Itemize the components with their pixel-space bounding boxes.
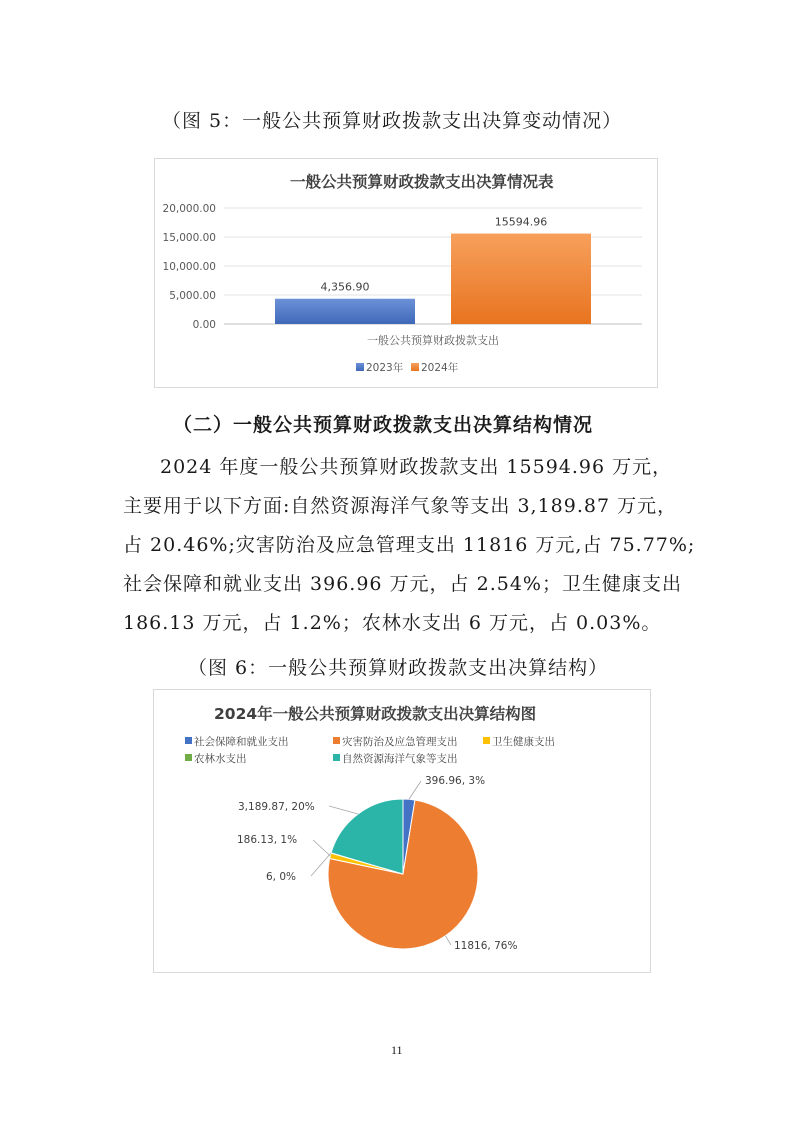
slice-label-natural: 3,189.87, 20% xyxy=(238,801,315,813)
leader-natural xyxy=(329,806,358,814)
pie-chart-title: 2024年一般公共预算财政拨款支出决算结构图 xyxy=(214,705,537,723)
paragraph-line-5: 186.13 万元，占 1.2%；农林水支出 6 万元，占 0.03%。 xyxy=(123,612,662,634)
slice-label-disaster: 11816, 76% xyxy=(454,940,518,952)
bar-2023 xyxy=(275,299,415,324)
leader-social xyxy=(409,781,421,799)
section-heading: （二）一般公共预算财政拨款支出决算结构情况 xyxy=(173,414,594,436)
legend-label-2023: 2023年 xyxy=(366,362,404,374)
legend-label-natural: 自然资源海洋气象等支出 xyxy=(342,753,458,765)
legend-swatch-natural xyxy=(333,754,340,761)
legend-swatch-2024 xyxy=(411,363,419,371)
legend-label-disaster: 灾害防治及应急管理支出 xyxy=(342,736,458,748)
legend-label-2024: 2024年 xyxy=(421,362,459,374)
bar-y-tick-label: 0.00 xyxy=(192,319,216,331)
leader-health xyxy=(313,840,330,856)
bar-y-tick-label: 10,000.00 xyxy=(162,261,216,273)
paragraph-line-3: 占 20.46%;灾害防治及应急管理支出 11816 万元,占 75.77%; xyxy=(123,534,696,556)
page-number: 11 xyxy=(391,1043,403,1057)
paragraph-line-4: 社会保障和就业支出 396.96 万元，占 2.54%；卫生健康支出 xyxy=(123,573,682,595)
bar-y-tick-label: 20,000.00 xyxy=(162,203,216,215)
bar-y-tick-label: 15,000.00 xyxy=(162,232,216,244)
pie-chart xyxy=(153,689,649,971)
legend-swatch-2023 xyxy=(356,363,364,371)
figure-5-caption: （图 5：一般公共预算财政拨款支出决算变动情况） xyxy=(162,110,623,132)
bar-chart xyxy=(154,158,656,386)
legend-swatch-social xyxy=(185,737,192,744)
leader-disaster xyxy=(445,936,451,945)
bar-chart-title: 一般公共预算财政拨款支出决算情况表 xyxy=(290,173,554,191)
slice-label-social: 396.96, 3% xyxy=(425,775,486,787)
legend-swatch-disaster xyxy=(333,737,340,744)
bar-2023-data-label: 4,356.90 xyxy=(320,280,370,294)
paragraph-line-2: 主要用于以下方面:自然资源海洋气象等支出 3,189.87 万元， xyxy=(123,495,678,517)
paragraph-line-1: 2024 年度一般公共预算财政拨款支出 15594.96 万元， xyxy=(160,456,673,478)
slice-label-agri: 6, 0% xyxy=(266,871,297,883)
slice-label-health: 186.13, 1% xyxy=(237,834,298,846)
legend-swatch-health xyxy=(483,737,490,744)
bar-2024-data-label: 15594.96 xyxy=(494,215,548,229)
bar-x-label: 一般公共预算财政拨款支出 xyxy=(367,334,499,347)
bar-2024 xyxy=(451,234,591,324)
legend-label-agri: 农林水支出 xyxy=(194,753,247,765)
bar-y-tick-label: 5,000.00 xyxy=(169,290,216,302)
legend-swatch-agri xyxy=(185,754,192,761)
legend-label-health: 卫生健康支出 xyxy=(492,736,555,748)
legend-label-social: 社会保障和就业支出 xyxy=(194,736,289,748)
figure-6-caption: （图 6：一般公共预算财政拨款支出决算结构） xyxy=(188,657,609,679)
